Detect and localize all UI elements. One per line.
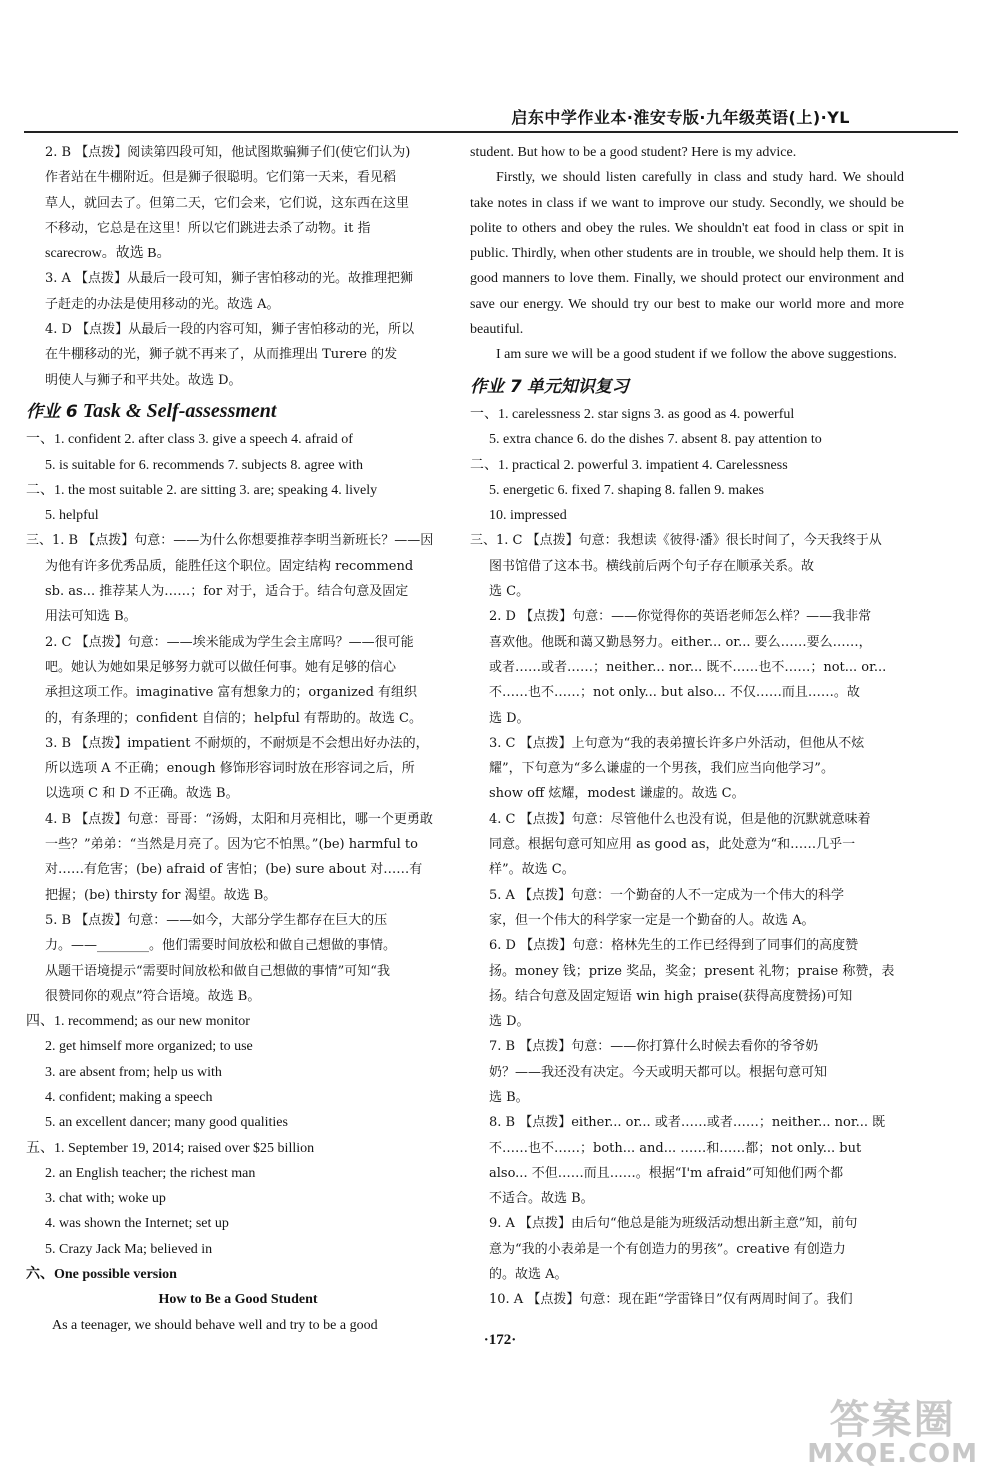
answer-line: 用法可知选 B。 — [45, 609, 137, 625]
answer-line: 5. energetic 6. fixed 7. shaping 8. fallen 9. makes — [489, 482, 764, 498]
answer-line: 扬。结合句意及固定短语 win high praise(获得高度赞扬)可知 — [489, 988, 853, 1004]
essay-paragraph: Firstly, we should listen carefully in class and study hard. We should take notes in class if we want to improve our study. Secondly, we should be polite to others and obey the rules. We shouldn't eat food in class or spit in public. Thirdly, when other students are in trouble, we should help them. It is good manners to love them. Finally, we should protect our environment and save our energy. We should try our best to make our world more and more beautiful. — [470, 170, 904, 338]
section-title-7 — [470, 374, 904, 400]
section-prefix: 作业 6 — [26, 401, 78, 422]
essay-title: How to Be a Good Student — [158, 1292, 318, 1308]
essay-line: student. But how to be a good student? Here is my advice. — [470, 145, 797, 160]
answer-line: 奶？——我还没有决定。今天或明天都可以。根据句意可知 — [489, 1064, 828, 1080]
answer-line: 以选项 C 和 D 不正确。故选 B。 — [45, 786, 239, 802]
answer-line: 很赞同你的观点”符合语境。故选 B。 — [45, 988, 261, 1004]
answer-line: 五、1. September 19, 2014; raised over $25 billion — [26, 1140, 315, 1156]
answer-line: 9. A 【点拨】由后句“他总是能为班级活动想出新主意”知，前句 — [489, 1216, 858, 1232]
answer-line: 为他有许多优秀品质，能胜任这个职位。固定结构 recommend — [45, 558, 414, 574]
answer-line: 三、1. C 【点拨】句意：我想读《彼得·潘》很长时间了，今天我终于从 — [470, 533, 882, 549]
watermark-logo-text: 答案圈 — [829, 1397, 956, 1443]
answer-line: 5. an excellent dancer; many good qualities — [45, 1115, 288, 1131]
answer-line: show off 炫耀，modest 谦虚的。故选 C。 — [489, 786, 745, 802]
answer-line: 同意。根据句意可知应用 as good as，此处意为“和……几乎一 — [489, 837, 856, 853]
answer-line: 选 D。 — [489, 1014, 530, 1030]
answer-line: 7. B 【点拨】句意：——你打算什么时候去看你的爷爷奶 — [489, 1039, 819, 1055]
essay-paragraph: I am sure we will be a good student if we follow the above suggestions. — [496, 347, 897, 363]
answer-line: 选 D。 — [489, 710, 530, 726]
answer-line: 不……也不……；both... and... ……和……都；not only... but — [489, 1140, 862, 1156]
answer-line: 二、1. practical 2. powerful 3. impatient 4. Carelessness — [470, 457, 788, 473]
text-line: 2. B 【点拨】阅读第四段可知，他试图欺骗狮子们(使它们认为) — [45, 145, 411, 160]
watermark — [807, 1388, 978, 1469]
answer-line: 四、1. recommend; as our new monitor — [26, 1014, 250, 1030]
answer-line: 喜欢他。他既和蔼又勤恳努力。either... or... 要么……要么……， — [489, 634, 872, 650]
essay-line: As a teenager, we should behave well and try to be a good — [52, 1317, 378, 1333]
answer-line: 图书馆借了这本书。横线前后两个句子存在顺承关系。故 — [489, 558, 815, 574]
answer-line: 从题干语境提示“需要时间放松和做自己想做的事情”可知“我 — [45, 963, 390, 979]
answer-line: 选 C。 — [489, 584, 530, 600]
answer-line: sb. as... 推荐某人为……；for 对于，适合于。结合句意及固定 — [45, 584, 409, 600]
answer-line: 一、1. carelessness 2. star signs 3. as good as 4. powerful — [470, 406, 795, 422]
header-rule — [24, 131, 958, 133]
answer-line: 三、1. B 【点拨】句意：——为什么你想要推荐李明当新班长？——因 — [26, 533, 434, 549]
answer-line: 2. D 【点拨】句意：——你觉得你的英语老师怎么样？——我非常 — [489, 609, 872, 625]
text-line: 3. A 【点拨】从最后一段可知，狮子害怕移动的光。故推理把狮 — [45, 271, 414, 287]
answer-line: 5. A 【点拨】句意：一个勤奋的人不一定成为一个伟大的科学 — [489, 887, 845, 903]
left-column — [26, 140, 450, 1338]
answer-line: 4. confident; making a speech — [45, 1089, 213, 1105]
section-prefix: 作业 7 — [470, 376, 522, 397]
page-number: ·172· — [483, 1332, 517, 1348]
answer-line: 耀”，下句意为“多么谦虚的一个男孩，我们应当向他学习”。 — [489, 761, 834, 777]
answer-line: 4. B 【点拨】句意：哥哥：“汤姆，太阳和月亮相比，哪一个更勇敢 — [45, 811, 433, 827]
answer-line: 对……有危害；(be) afraid of 害怕；(be) sure about 对……有 — [45, 862, 423, 878]
answer-line: 4. was shown the Internet; set up — [45, 1216, 229, 1232]
answer-line: 10. A 【点拨】句意：现在距“学雷锋日”仅有两周时间了。我们 — [489, 1292, 853, 1308]
answer-line: 扬。money 钱；prize 奖品，奖金；present 礼物；praise 称赞，表 — [489, 963, 895, 979]
watermark-url: MXQE.COM — [807, 1439, 978, 1469]
section-name: Task & Self-assessment — [82, 399, 277, 422]
answer-line: 5. B 【点拨】句意：——如今，大部分学生都存在巨大的压 — [45, 912, 388, 928]
answer-line: 5. is suitable for 6. recommends 7. subjects 8. agree with — [45, 457, 364, 473]
answer-line: 二、1. the most suitable 2. are sitting 3. are; speaking 4. lively — [26, 482, 378, 498]
text-line: 在牛棚移动的光，狮子就不再来了，从而推理出 Turere 的发 — [45, 347, 398, 363]
answer-line: 样”。故选 C。 — [489, 862, 575, 878]
answer-line: 不……也不……；not only... but also... 不仅……而且……。故 — [489, 685, 860, 701]
answer-line: 10. impressed — [489, 508, 567, 524]
answer-line: 吧。她认为她如果足够努力就可以做任何事。她有足够的信心 — [45, 659, 397, 675]
text-line: 作者站在牛棚附近。但是狮子很聪明。它们第一天来，看见稻 — [45, 170, 397, 186]
answer-line: 把握；(be) thirsty for 渴望。故选 B。 — [45, 887, 277, 903]
text-line: scarecrow。故选 B。 — [45, 246, 171, 262]
answer-line: 6. D 【点拨】句意：格林先生的工作已经得到了同事们的高度赞 — [489, 938, 859, 954]
answer-line: 2. C 【点拨】句意：——埃米能成为学生会主席吗？——很可能 — [45, 634, 414, 650]
answer-line: 不适合。故选 B。 — [489, 1191, 594, 1207]
text-line: 草人，就回去了。但第二天，它们会来，它们说，这东西在这里 — [45, 195, 410, 211]
answer-line: 5. Crazy Jack Ma; believed in — [45, 1241, 213, 1257]
section-title-6 — [26, 399, 450, 425]
answer-line: 意为“我的小表弟是一个有创造力的男孩”。creative 有创造力 — [489, 1241, 846, 1257]
answer-line: 3. chat with; woke up — [45, 1191, 166, 1207]
answer-line: 承担这项工作。imaginative 富有想象力的；organized 有组织 — [45, 685, 418, 701]
answer-line: 4. C 【点拨】句意：尽管他什么也没有说，但是他的沉默就意味着 — [489, 811, 871, 827]
text-line: 明使人与狮子和平共处。故选 D。 — [45, 372, 242, 388]
answer-line: also... 不但……而且……。根据“I'm afraid”可知他们两个都 — [489, 1165, 844, 1181]
answer-line: 或者……或者……；neither... nor... 既不……也不……；not... or... — [489, 659, 887, 675]
answer-line: 3. B 【点拨】impatient 不耐烦的，不耐烦是不会想出好办法的， — [45, 735, 429, 751]
answer-line: 5. extra chance 6. do the dishes 7. absent 8. pay attention to — [489, 432, 822, 448]
answer-line: 8. B 【点拨】either... or... 或者……或者……；neither... nor... 既 — [489, 1115, 886, 1131]
section-name: 单元知识复习 — [526, 376, 629, 397]
answer-line: 六、One possible version — [26, 1267, 177, 1283]
answer-line: 2. get himself more organized; to use — [45, 1039, 253, 1055]
page-header: 启东中学作业本·淮安专版·九年级英语(上)·YL — [511, 108, 850, 127]
answer-line: 力。——________。他们需要时间放松和做自己想做的事情。 — [45, 938, 397, 954]
answer-line: 2. an English teacher; the richest man — [45, 1165, 256, 1181]
answer-line: 3. are absent from; help us with — [45, 1064, 222, 1080]
answer-line: 选 B。 — [489, 1089, 529, 1105]
answer-line: 一些？”弟弟：“当然是月亮了。因为它不怕黑。”(be) harmful to — [45, 837, 418, 853]
text-line: 子赶走的办法是使用移动的光。故选 A。 — [45, 296, 280, 312]
answer-line: 的。故选 A。 — [489, 1267, 568, 1283]
text-line: 4. D 【点拨】从最后一段的内容可知，狮子害怕移动的光，所以 — [45, 322, 415, 338]
answer-line: 的，有条理的；confident 自信的；helpful 有帮助的。故选 C。 — [45, 710, 422, 726]
answer-line: 家，但一个伟大的科学家一定是一个勤奋的人。故选 A。 — [489, 912, 815, 928]
right-column — [470, 140, 904, 1313]
answer-line: 一、1. confident 2. after class 3. give a speech 4. afraid of — [26, 432, 353, 448]
text-line: 不移动，它总是在这里！所以它们跳进去杀了动物。it 指 — [45, 220, 371, 236]
answer-line: 所以选项 A 不正确；enough 修饰形容词时放在形容词之后，所 — [45, 761, 415, 777]
answer-line: 3. C 【点拨】上句意为“我的表弟擅长许多户外活动，但他从不炫 — [489, 735, 865, 751]
answer-line: 5. helpful — [45, 508, 99, 524]
